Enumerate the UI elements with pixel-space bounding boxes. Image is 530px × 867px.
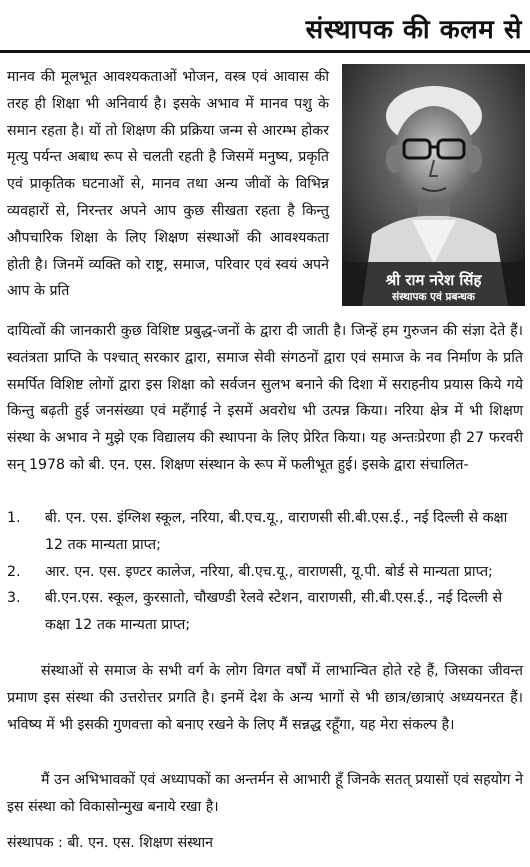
signoff: संस्थापक : बी. एन. एस. शिक्षण संस्थान bbox=[7, 835, 214, 851]
thanks-paragraph: मैं उन अभिभावकों एवं अध्यापकों का अन्तर्मन से आभारी हूँ जिनके सतत् प्रयासों एवं सहयोग ने इस संस्था को विकासोन्मुख बनाये रखा है। bbox=[7, 772, 523, 815]
list-item-number: 2. bbox=[7, 563, 21, 580]
list-item-number: 3. bbox=[7, 590, 21, 607]
list-item-text: बी. एन. एस. इंग्लिश स्कूल, नरिया, बी.एच.यू., वाराणसी सी.बी.एस.ई., नई दिल्ली से कक्षा 12 तक मान्यता प्राप्त; bbox=[45, 510, 508, 553]
page-title: संस्थापक की कलम से bbox=[305, 15, 522, 45]
progress-paragraph: संस्थाओं से समाज के सभी वर्ग के लोग विगत वर्षों में लाभान्वित होते रहे हैं, जिसका जीवन्त प्रमाण इस संस्था की उत्तरोत्तर प्रगति है। इनमें देश के अन्य भागों से भी छात्र/छात्राएं अध्ययनरत हैं। भविष्य में भी इसकी गुणवत्ता को बनाए रखने के लिए मैं सन्नद्ध रहूँगा, यह मेरा संकल्प है। bbox=[7, 663, 523, 733]
list-item bbox=[7, 505, 523, 559]
institutions-list bbox=[7, 505, 523, 639]
continuation-paragraph: दायित्वों की जानकारी कुछ विशिष्ट प्रबुद्ध-जनों के द्वारा दी जाती है। जिन्हें हम गुरुजन की संज्ञा देते हैं। स्वतंत्रता प्राप्ति के पश्चात् सरकार द्वारा, समाज सेवी संगठनों द्वारा एवं समाज के नव निर्माण के प्रति समर्पित विशिष्ट लोगों द्वारा इस शिक्षा को सर्वजन सुलभ बनाने की दिशा में सराहनीय प्रयास किये गये किन्तु बढ़ती हुई जनसंख्या एवं महँगाई ने इसमें अवरोध भी उत्पन्न किया। नरिया क्षेत्र में भी शिक्षण संस्था के अभाव ने मुझे एक विद्यालय की स्थापना के लिए प्रेरित किया। यह अन्तःप्रेरणा ही 27 फरवरी सन् 1978 को बी. एन. एस. शिक्षण संस्थान के रूप में फलीभूत हुई। इसके द्वारा संचालित- bbox=[7, 323, 523, 473]
header-divider bbox=[0, 50, 530, 53]
page-header bbox=[0, 0, 530, 56]
founder-name: श्री राम नरेश सिंह bbox=[385, 271, 482, 289]
intro-paragraph: मानव की मूलभूत आवश्यकताओं भोजन, वस्त्र एवं आवास की तरह ही शिक्षा भी अनिवार्य है। इसके अभाव में मानव पशु के समान रहता है। यों तो शिक्षण की प्रक्रिया जन्म से आरम्भ होकर मृत्यु पर्यन्त अबाध रूप से चलती रहती है जिसमें मनुष्य, प्रकृति एवं प्राकृतिक घटनाओं से, मानव तथा अन्य जीवों के विभिन्न व्यवहारों से, निरन्तर अपने आप कुछ सीखता रहता है किन्तु औपचारिक शिक्षा के लिए शिक्षण संस्थाओं की आवश्यकता होती है। जिनमें व्यक्ति को राष्ट्र, समाज, परिवार एवं स्वयं अपने आप के प्रति bbox=[7, 69, 329, 300]
list-item bbox=[7, 585, 523, 639]
list-item-number: 1. bbox=[7, 510, 21, 526]
list-item-text: आर. एन. एस. इण्टर कालेज, नरिया, बी.एच.यू., वाराणसी, यू.पी. बोर्ड से मान्यता प्राप्त; bbox=[45, 563, 493, 580]
list-item bbox=[7, 559, 523, 586]
founder-role: संस्थापक एवं प्रबन्धक bbox=[392, 291, 475, 303]
list-item-text: बी.एन.एस. स्कूल, कुरसातो, चौखण्डी रेलवे स्टेशन, वाराणसी, सी.बी.एस.ई., नई दिल्ली से कक्षा 12 तक मान्यता प्राप्त; bbox=[45, 590, 503, 634]
founder-photo bbox=[342, 64, 525, 306]
